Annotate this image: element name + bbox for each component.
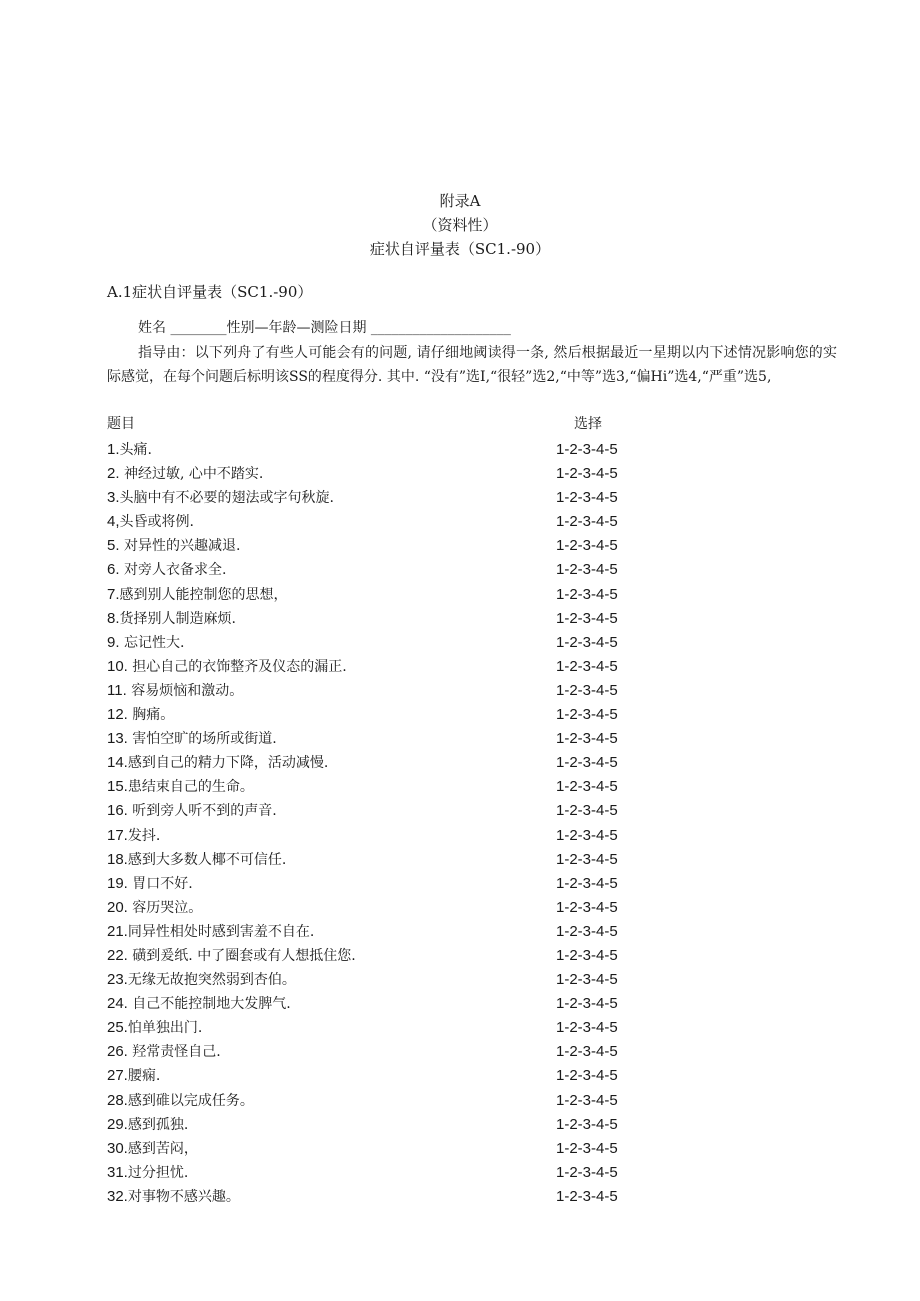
question-number: 20. — [107, 898, 128, 916]
section-title: A.1症状自评量表（SC1.-90） — [107, 283, 313, 301]
question-text: 感到别人能控制您的思想， — [119, 586, 288, 603]
question-text: 头脑中有不必要的翅法或字句秋旋. — [119, 490, 334, 507]
choice-scale: 1-2-3-4-5 — [556, 995, 618, 1013]
choice-scale: 1-2-3-4-5 — [556, 778, 618, 796]
question-row — [107, 655, 667, 679]
question-row — [107, 438, 667, 462]
question-row — [107, 848, 667, 872]
question-number: 6. — [107, 561, 120, 579]
question-number: 24. — [107, 995, 128, 1013]
question-number: 26. — [107, 1043, 128, 1061]
question-number: 12. — [107, 706, 128, 724]
question-number: 2. — [107, 465, 120, 483]
question-row — [107, 534, 667, 558]
question-row — [107, 703, 667, 727]
question-list — [107, 438, 667, 1209]
question-row — [107, 992, 667, 1016]
question-row — [107, 751, 667, 775]
question-text: 怕单独出门. — [127, 1020, 203, 1037]
question-row — [107, 1137, 667, 1161]
question-number: 4, — [107, 513, 120, 531]
question-text: 头昏或将例. — [119, 514, 194, 531]
question-text: 自己不能控制地大发脾气. — [127, 996, 291, 1013]
choice-scale: 1-2-3-4-5 — [556, 1187, 618, 1205]
question-text: 胃口不好. — [127, 875, 193, 892]
choice-scale: 1-2-3-4-5 — [556, 489, 618, 507]
question-number: 8. — [107, 609, 120, 627]
choice-scale: 1-2-3-4-5 — [556, 1067, 618, 1085]
question-number: 32. — [107, 1187, 128, 1205]
question-text: 发抖. — [127, 827, 161, 844]
choice-scale: 1-2-3-4-5 — [556, 585, 618, 603]
choice-scale: 1-2-3-4-5 — [556, 874, 618, 892]
question-text: 患结束自己的生命。 — [127, 779, 254, 796]
choice-scale: 1-2-3-4-5 — [556, 441, 618, 458]
choice-scale: 1-2-3-4-5 — [556, 537, 618, 555]
question-text: 对事物不感兴趣。 — [127, 1188, 240, 1205]
question-row — [107, 920, 667, 944]
question-number: 5. — [107, 537, 120, 555]
question-number: 13. — [107, 730, 128, 748]
choice-scale: 1-2-3-4-5 — [556, 922, 618, 940]
choice-scale: 1-2-3-4-5 — [556, 898, 618, 916]
question-text: 感到大多数人椰不可信任. — [127, 851, 287, 868]
question-text: 无缘无故抱突然弱到杏伯。 — [127, 972, 296, 989]
question-row — [107, 1040, 667, 1064]
question-row — [107, 583, 667, 607]
choice-scale: 1-2-3-4-5 — [556, 850, 618, 868]
question-text: 货择别人制造麻烦. — [119, 610, 236, 627]
question-text: 神经过敏, 心中不踏实. — [119, 466, 264, 483]
choice-scale: 1-2-3-4-5 — [556, 1139, 618, 1157]
question-number: 27. — [107, 1067, 128, 1085]
item-column-header: 题目 — [107, 416, 135, 432]
question-text: 对异性的兴趣减退. — [119, 538, 241, 555]
question-text: 感到孤独. — [127, 1116, 189, 1133]
question-text: 对旁人衣备求全. — [119, 562, 227, 579]
question-row — [107, 944, 667, 968]
choice-column-header: 选择 — [574, 416, 602, 432]
question-text: 磺到爰纸. 中了圈套或有人想抵住您. — [127, 947, 356, 964]
question-row — [107, 631, 667, 655]
question-number: 28. — [107, 1091, 128, 1109]
choice-scale: 1-2-3-4-5 — [556, 802, 618, 820]
choice-scale: 1-2-3-4-5 — [556, 706, 618, 724]
question-row — [107, 607, 667, 631]
choice-scale: 1-2-3-4-5 — [556, 730, 618, 748]
question-text: 感到苦闷， — [127, 1140, 198, 1157]
choice-scale: 1-2-3-4-5 — [556, 1091, 618, 1109]
question-row — [107, 558, 667, 582]
question-row — [107, 872, 667, 896]
question-number: 21. — [107, 922, 128, 940]
question-number: 22. — [107, 946, 128, 964]
choice-scale: 1-2-3-4-5 — [556, 465, 618, 483]
question-text: 过分担忧. — [127, 1164, 189, 1181]
choice-scale: 1-2-3-4-5 — [556, 1043, 618, 1061]
question-text: 容历哭泣。 — [127, 899, 203, 916]
question-number: 18. — [107, 850, 128, 868]
question-row — [107, 727, 667, 751]
choice-scale: 1-2-3-4-5 — [556, 657, 618, 675]
page-header — [0, 189, 920, 261]
question-text: 羟常责怪自己. — [127, 1044, 221, 1061]
question-text: 容易烦恼和激动。 — [126, 682, 244, 699]
choice-scale: 1-2-3-4-5 — [556, 513, 618, 531]
question-row — [107, 510, 667, 534]
question-number: 19. — [107, 874, 128, 892]
question-text: 感到碓以完成任务。 — [127, 1092, 254, 1109]
choice-scale: 1-2-3-4-5 — [556, 633, 618, 651]
question-row — [107, 1089, 667, 1113]
question-text: 担心自己的衣饰整齐及仪态的漏正. — [127, 658, 347, 675]
question-row — [107, 679, 667, 703]
question-number: 23. — [107, 971, 128, 989]
question-row — [107, 1161, 667, 1185]
question-text: 头痛. — [119, 442, 152, 458]
choice-scale: 1-2-3-4-5 — [556, 946, 618, 964]
choice-scale: 1-2-3-4-5 — [556, 971, 618, 989]
question-text: 同异性相处时感到害羞不自在. — [127, 923, 315, 940]
question-number: 30. — [107, 1139, 128, 1157]
choice-scale: 1-2-3-4-5 — [556, 609, 618, 627]
question-row — [107, 1016, 667, 1040]
question-number: 16. — [107, 802, 128, 820]
question-number: 10. — [107, 657, 128, 675]
question-number: 1. — [107, 441, 120, 458]
question-row — [107, 896, 667, 920]
question-number: 14. — [107, 754, 128, 772]
choice-scale: 1-2-3-4-5 — [556, 681, 618, 699]
question-row — [107, 462, 667, 486]
question-row — [107, 486, 667, 510]
question-text: 感到自己的精力下降，活动减慢. — [127, 755, 329, 772]
question-number: 3. — [107, 489, 120, 507]
question-row — [107, 799, 667, 823]
choice-scale: 1-2-3-4-5 — [556, 1115, 618, 1133]
instructions-paragraph: 指导由：以下列舟了有些人可能会有的问题, 请仔细地阈读得一条, 然后根据最近一星期以内下述情况影响您的实际感觉，在每个问题后标明该SS的程度得分. 其中. “没有”选I,“很轻”选2,“中等”选3,“偏Hi”选4,“严重”选5, — [107, 345, 837, 385]
question-text: 听到旁人听不到的声音. — [127, 803, 277, 820]
question-row — [107, 1113, 667, 1137]
choice-scale: 1-2-3-4-5 — [556, 754, 618, 772]
question-number: 15. — [107, 778, 128, 796]
question-text: 忘记性大. — [119, 634, 185, 651]
appendix-nature: （资料性） — [422, 216, 498, 234]
choice-scale: 1-2-3-4-5 — [556, 1163, 618, 1181]
choice-scale: 1-2-3-4-5 — [556, 1019, 618, 1037]
question-text: 胸痛。 — [127, 707, 175, 724]
question-row — [107, 775, 667, 799]
question-number: 9. — [107, 633, 120, 651]
question-row — [107, 1064, 667, 1088]
respondent-info-line: 姓名 ________性别—年龄—测险日期 ____________________ — [138, 320, 511, 336]
question-number: 29. — [107, 1115, 128, 1133]
question-number: 17. — [107, 826, 128, 844]
question-number: 7. — [107, 585, 120, 603]
appendix-label: 附录A — [439, 192, 481, 210]
question-text: 腰痫. — [127, 1068, 161, 1085]
choice-scale: 1-2-3-4-5 — [556, 561, 618, 579]
choice-scale: 1-2-3-4-5 — [556, 826, 618, 844]
question-row — [107, 968, 667, 992]
question-number: 25. — [107, 1019, 128, 1037]
document-title: 症状自评量表（SC1.-90） — [369, 240, 551, 258]
question-text: 害怕空旷的场所或街道. — [127, 731, 277, 748]
question-row — [107, 1185, 667, 1209]
question-row — [107, 824, 667, 848]
question-number: 31. — [107, 1163, 128, 1181]
question-number: 11. — [107, 681, 127, 699]
